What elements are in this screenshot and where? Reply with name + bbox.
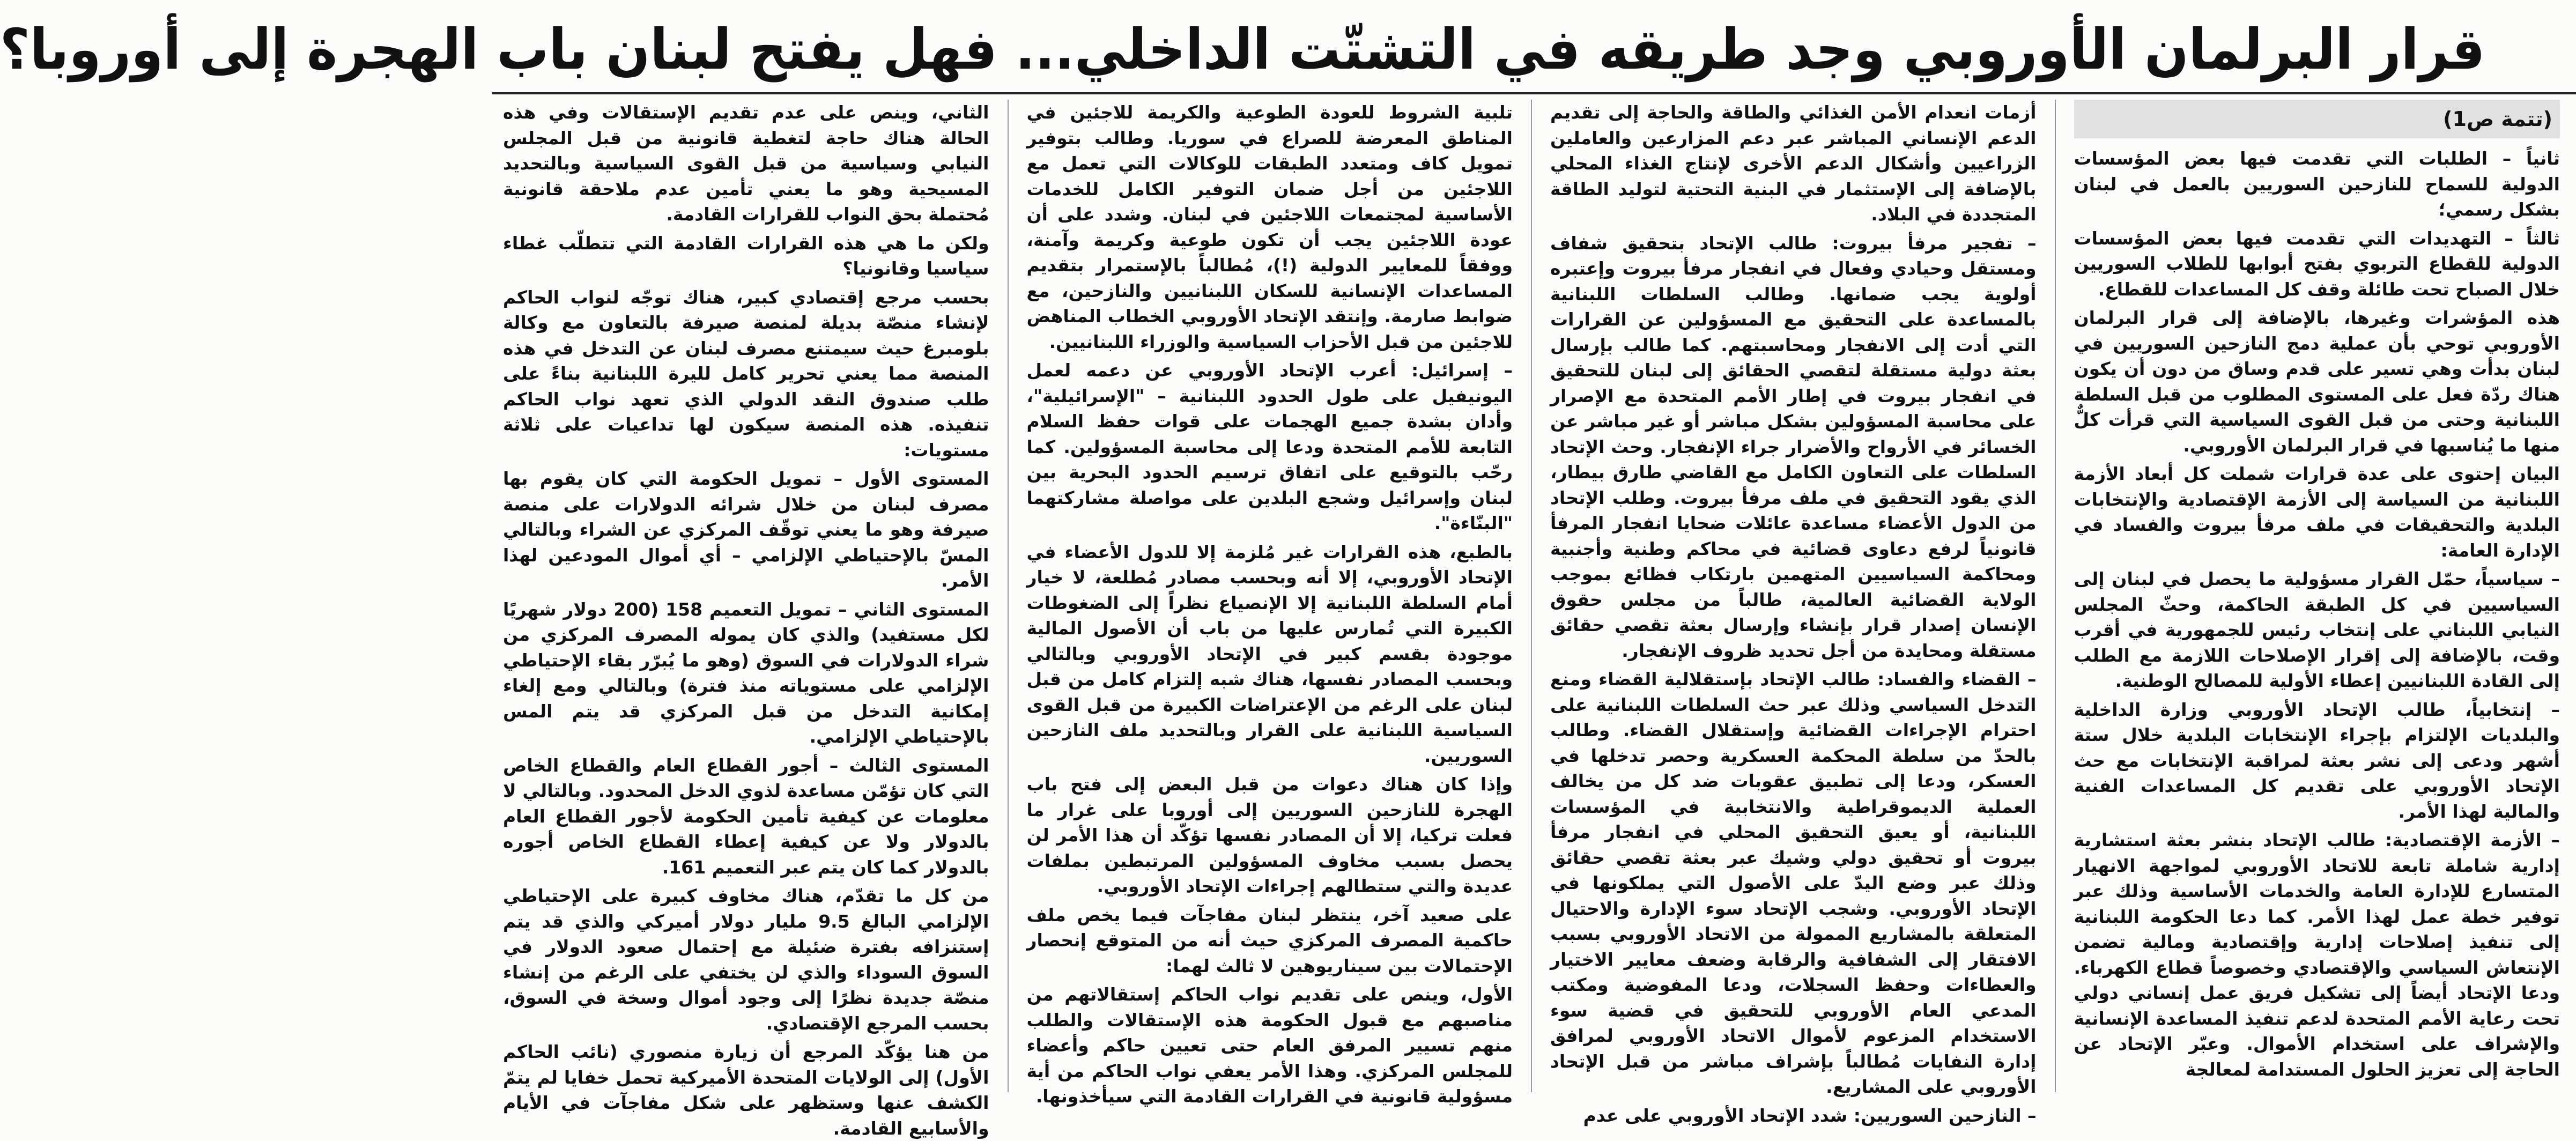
headline-rule (492, 92, 2576, 94)
paragraph: ثانياً – الطلبات التي تقدمت فيها بعض المؤسسات الدولية للسماح للنازحين السوريين بالعمل في لبنان بشكل رسمي؛ (2074, 148, 2560, 220)
article-column-2 (1550, 100, 2037, 1126)
article-column-1 (2074, 100, 2560, 1092)
paragraph: الأول، وينص على تقديم نواب الحاكم إستقالاتهم من مناصبهم مع قبول الحكومة هذه الإستقالات والطلب منهم تسيير المرفق العام حتى تعيين حاكم وأعضاء للمجلس المركزي. وهذا الأمر يعفي نواب الحاكم من أية مسؤولية قانونية في القرارات القادمة التي سيأخذونها. (1026, 984, 1513, 1107)
paragraph: البيان إحتوى على عدة قرارات شملت كل أبعاد الأزمة اللبنانية من السياسة إلى الأزمة الإقتصادية والإنتخابات البلدية والتحقيقات في ملف مرفأ بيروت والفساد في الإدارة العامة: (2074, 463, 2560, 561)
continuation-label: (تتمة ص1) (2074, 100, 2560, 138)
paragraph: أزمات انعدام الأمن الغذائي والطاقة والحاجة إلى تقديم الدعم الإنساني المباشر عبر دعم المزارعين والعاملين الزراعيين وأشكال الدعم الأخرى لإنتاج الغذاء المحلي بالإضافة إلى الإستثمار في البنية التحتية لتوليد الطاقة المتجددة في البلاد. (1550, 102, 2037, 225)
paragraph: المستوى الأول – تمويل الحكومة التي كان يقوم بها مصرف لبنان من خلال شرائه الدولارات على منصة صيرفة وهو ما يعني توقّف المركزي عن الشراء وبالتالي المسّ بالإحتياطي الإلزامي – أي أموال المودعين لهذا الأمر. (503, 468, 989, 591)
paragraph: – سياسياً، حمّل القرار مسؤولية ما يحصل في لبنان إلى السياسيين في كل الطبقة الحاكمة، وحثّ المجلس النيابي اللبناني على إنتخاب رئيس للجمهورية في أقرب وقت، بالإضافة إلى إقرار الإصلاحات اللازمة مع الطلب إلى القادة اللبنانيين إعطاء الأولية للمصالح الوطنية. (2074, 568, 2560, 691)
paragraph: المستوى الثالث – أجور القطاع العام والقطاع الخاص التي كان تؤمّن مساعدة لذوي الدخل المحدود. وبالتالي لا معلومات عن كيفية تأمين الحكومة لأجور القطاع العام بالدولار ولا عن كيفية إعطاء القطاع الخاص أجوره بالدولار كما كان يتم عبر التعميم 161. (503, 754, 989, 878)
paragraph: بحسب مرجع إقتصادي كبير، هناك توجّه لنواب الحاكم لإنشاء منصّة بديلة لمنصة صيرفة بالتعاون مع وكالة بلومبرغ حيث سيمتنع مصرف لبنان عن التدخل في هذه المنصة مما يعني تحرير كامل لليرة اللبنانية بناءً على طلب صندوق النقد الدولي الذي تعهد نواب الحاكم تنفيذه. هذه المنصة سيكون لها تداعيات على ثلاثة مستويات: (503, 286, 989, 461)
paragraph: ثالثاً – التهديدات التي تقدمت فيها بعض المؤسسات الدولية للقطاع التربوي بفتح أبوابها للطلاب السوريين خلال الصباح تحت طائلة وقف كل المساعدات للقطاع. (2074, 227, 2560, 300)
article-column-4 (503, 100, 989, 1139)
paragraph: بالطبع، هذه القرارات غير مُلزمة إلا للدول الأعضاء في الإتحاد الأوروبي، إلا أنه وبحسب مصادر مُطلعة، لا خيار أمام السلطة اللبنانية إلا الإنصياع نظراً إلى الضغوطات الكبيرة التي تُمارس عليها من باب أن الأصول المالية موجودة بقسم كبير في الإتحاد الأوروبي وبالتالي وبحسب المصادر نفسها، هناك شبه إلتزام كامل من قبل لبنان على الرغم من الإعتراضات الكبيرة من قبل القوى السياسية اللبنانية على القرار وبالتحديد ملف النازحين السوريين. (1026, 541, 1513, 766)
paragraph: – النازحين السوريين: شدد الإتحاد الأوروبي على عدم (1583, 1105, 2037, 1126)
paragraph: تلبية الشروط للعودة الطوعية والكريمة للاجئين في المناطق المعرضة للصراع في سوريا. وطالب بتوفير تمويل كاف ومتعدد الطبقات للوكالات التي تعمل مع اللاجئين من أجل ضمان التوفير الكامل للخدمات الأساسية لمجتمعات اللاجئين في لبنان. وشدد على أن عودة اللاجئين يجب أن تكون طوعية وكريمة وآمنة، ووفقاً للمعايير الدولية (!)، مُطالباً بالإستمرار بتقديم المساعدات الإنسانية للسكان اللبنانيين والنازحين، مع ضوابط صارمة. وإنتقد الإتحاد الأوروبي الخطاب المناهض للاجئين من قبل الأحزاب السياسية والوزراء اللبنانيين. (1026, 102, 1513, 352)
paragraph: – إسرائيل: أعرب الإتحاد الأوروبي عن دعمه لعمل اليونيفيل على طول الحدود اللبنانية – "الإسرائيلية"، وأدان بشدة جميع الهجمات على قوات حفظ السلام التابعة للأمم المتحدة ودعا إلى محاسبة المسؤولين. كما رحّب بالتوقيع على اتفاق ترسيم الحدود البحرية بين لبنان وإسرائيل وشجع البلدين على مواصلة مشاركتهما "البنّاءة". (1026, 360, 1513, 534)
paragraph: من هنا يؤكّد المرجع أن زيارة منصوري (نائب الحاكم الأول) إلى الولايات المتحدة الأميركية تحمل خفايا لم يتمّ الكشف عنها وستظهر على شكل مفاجآت في الأيام والأسابيع القادمة. (503, 1041, 989, 1139)
paragraph: المستوى الثاني – تمويل التعميم 158 (200 دولار شهريًا لكل مستفيد) والذي كان يموله المصرف المركزي من شراء الدولارات في السوق (وهو ما يُبرّر بقاء الإحتياطي الإلزامي على مستوياته منذ فترة) وبالتالي ومع إلغاء إمكانية التدخل من قبل المركزي قد يتم المس بالإحتياطي الإلزامي. (503, 598, 989, 747)
paragraph: – تفجير مرفأ بيروت: طالب الإتحاد بتحقيق شفاف ومستقل وحيادي وفعال في انفجار مرفأ بيروت وإعتبره أولوية يجب ضمانها. وطالب السلطات اللبنانية بالمساعدة على التحقيق مع المسؤولين عن القرارات التي أدت إلى الانفجار ومحاسبتهم. كما طالب بإرسال بعثة دولية مستقلة لتقصي الحقائق إلى لبنان للتحقيق في انفجار بيروت في إطار الأمم المتحدة مع الإصرار على محاسبة المسؤولين بشكل مباشر أو غير مباشر عن الخسائر في الأرواح والأضرار جراء الإنفجار. وحث الإتحاد السلطات على التعاون الكامل مع القاضي طارق بيطار، الذي يقود التحقيق في ملف مرفأ بيروت. وطلب الإتحاد من الدول الأعضاء مساعدة عائلات ضحايا انفجار المرفأ قانونياً لرفع دعاوى قضائية في محاكم وطنية وأجنبية ومحاكمة السياسيين المتهمين بارتكاب فظائع بموجب الولاية القضائية العالمية، طالباً من مجلس حقوق الإنسان إصدار قرار بإنشاء وإرسال بعثة تقصي حقائق مستقلة ومحايدة من أجل تحديد ظروف الإنفجار. (1550, 232, 2037, 661)
paragraph: هذه المؤشرات وغيرها، بالإضافة إلى قرار البرلمان الأوروبي توحي بأن عملية دمج النازحين السوريين في لبنان بدأت وهي تسير على قدم وساق من دون أن يكون هناك ردّة فعل على المستوى المطلوب من قبل السلطة اللبنانية وحتى من قبل القوى السياسية التي قرأت كلٌّ منها ما يُناسبها في قرار البرلمان الأوروبي. (2074, 307, 2560, 456)
paragraph: وإذا كان هناك دعوات من قبل البعض إلى فتح باب الهجرة للنازحين السوريين إلى أوروبا على غرار ما فعلت تركيا، إلا أن المصادر نفسها تؤكّد أن هذا الأمر لن يحصل بسبب مخاوف المسؤولين المرتبطين بملفات عديدة والتي ستطالهم إجراءات الإتحاد الأوروبي. (1026, 774, 1513, 896)
column-divider (1008, 100, 1009, 1092)
paragraph: – الأزمة الإقتصادية: طالب الإتحاد بنشر بعثة استشارية إدارية شاملة تابعة للاتحاد الأوروبي لمواجهة الانهيار المتسارع للإدارة العامة والخدمات الأساسية وذلك عبر توفير خطة عمل لهذا الأمر. كما دعا الحكومة اللبنانية إلى تنفيذ إصلاحات إدارية وإقتصادية ومالية تضمن الإنتعاش السياسي والإقتصادي وخصوصاً قطاع الكهرباء. ودعا الإتحاد أيضاً إلى تشكيل فريق عمل إنساني دولي تحت رعاية الأمم المتحدة لدعم تنفيذ المساعدة الإنسانية والإشراف على استخدام الأموال. وعبّر الإتحاد عن الحاجة إلى تعزيز الحلول المستدامة لمعالجة (2074, 829, 2560, 1080)
headline: قرار البرلمان الأوروبي وجد طريقه في التشتّت الداخلي... فهل يفتح لبنان باب الهجرة إلى أوروبا؟ (0, 17, 2485, 82)
column-divider (1531, 100, 1532, 1092)
article-column-3 (1026, 100, 1513, 1107)
column-divider (2055, 100, 2056, 1092)
paragraph: على صعيد آخر، ينتظر لبنان مفاجآت فيما يخص ملف حاكمية المصرف المركزي حيث أنه من المتوقع إنحصار الإحتمالات بين سيناريوهين لا ثالث لهما: (1026, 904, 1513, 976)
paragraph: – القضاء والفساد: طالب الإتحاد بإستقلالية القضاء ومنع التدخل السياسي وذلك عبر حث السلطات اللبنانية على احترام الإجراءات القضائية وإستقلال القضاء. وطالب بالحدّ من سلطة المحكمة العسكرية وحصر تدخلها في العسكر، ودعا إلى تطبيق عقوبات ضد كل من يخالف العملية الديموقراطية والانتخابية في المؤسسات اللبنانية، أو يعيق التحقيق المحلي في انفجار مرفأ بيروت أو تحقيق دولي وشيك عبر بعثة تقصي حقائق وذلك عبر وضع اليدّ على الأصول التي يملكونها في الإتحاد الأوروبي. وشجب الإتحاد سوء الإدارة والاحتيال المتعلقة بالمشاريع الممولة من الاتحاد الأوروبي بسبب الافتقار إلى الشفافية والرقابة وضعف معايير الاختيار والعطاءات وحفظ السجلات، ودعا المفوضية ومكتب المدعي العام الأوروبي للتحقيق في قضية سوء الاستخدام المزعوم لأموال الاتحاد الأوروبي لمرافق إدارة النفايات مُطالباً بإشراف مباشر من قبل الإتحاد الأوروبي على المشاريع. (1550, 669, 2037, 1097)
paragraph: – إنتخابياً، طالب الإتحاد الأوروبي وزارة الداخلية والبلديات الإلتزام بإجراء الإنتخابات البلدية خلال ستة أشهر ودعى إلى نشر بعثة لمراقبة الإنتخابات مع حث الإتحاد الأوروبي على تقديم كل المساعدات الفنية والمالية لهذا الأمر. (2074, 699, 2560, 822)
paragraph: ولكن ما هي هذه القرارات القادمة التي تتطلّب غطاء سياسيا وقانونيا؟ (503, 232, 989, 279)
article-columns (503, 100, 2560, 1139)
paragraph: من كل ما تقدّم، هناك مخاوف كبيرة على الإحتياطي الإلزامي البالغ 9.5 مليار دولار أميركي والذي قد يتم إستنزافه بفترة ضئيلة مع إحتمال صعود الدولار في السوق السوداء والذي لن يختفي على الرغم من إنشاء منصّة جديدة نظرًا إلى وجود أموال وسخة في السوق، بحسب المرجع الإقتصادي. (503, 885, 989, 1034)
paragraph: الثاني، وينص على عدم تقديم الإستقالات وفي هذه الحالة هناك حاجة لتغطية قانونية من قبل المجلس النيابي وسياسية من قبل القوى السياسية وبالتحديد المسيحية وهو ما يعني تأمين عدم ملاحقة قانونية مُحتملة بحق النواب للقرارات القادمة. (503, 102, 989, 225)
